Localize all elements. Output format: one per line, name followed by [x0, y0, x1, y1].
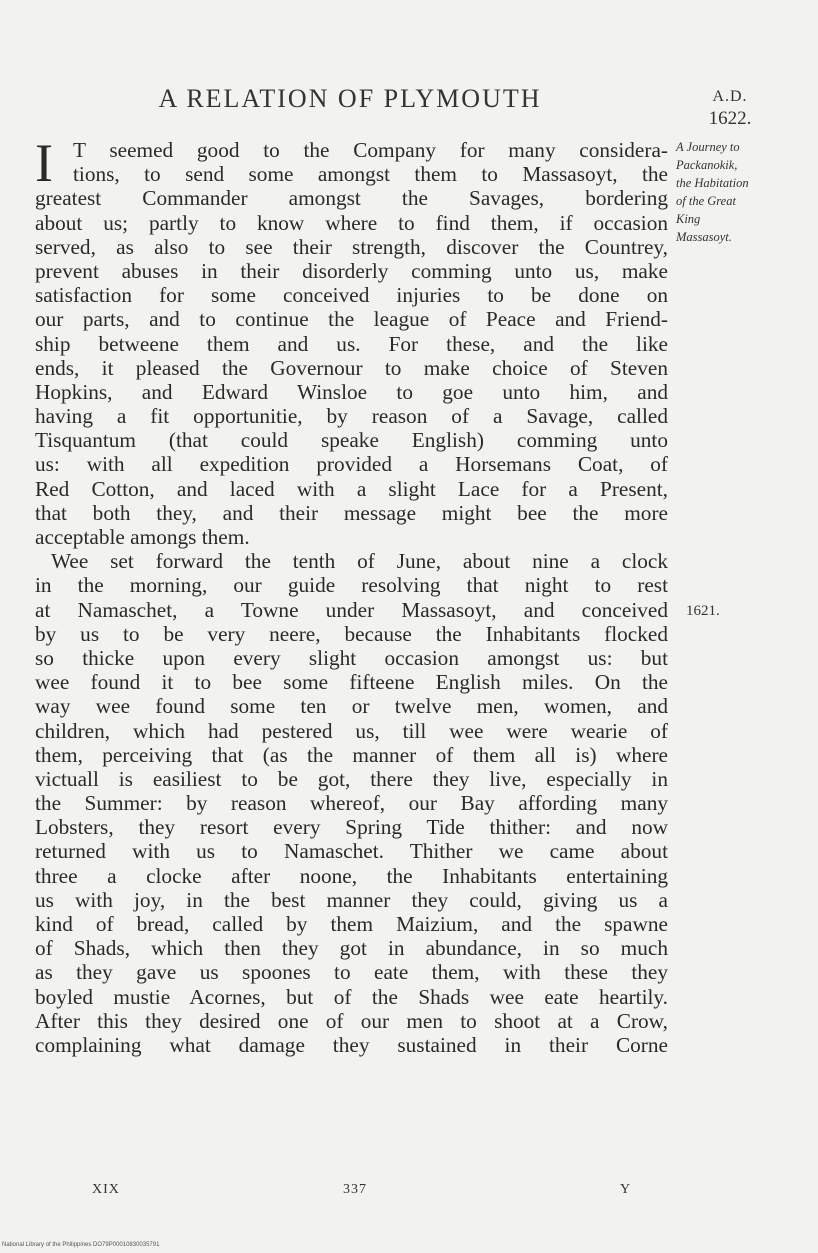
- text-line: served, as also to see their strength, discover the Countrey,: [35, 234, 668, 259]
- text-line: wee found it to bee some fifteene English miles. On the: [35, 670, 668, 695]
- text-line: having a fit opportunitie, by reason of a Savage, called: [35, 404, 668, 429]
- side-note-line: A Journey to: [676, 140, 740, 154]
- library-label: National Library of the Philippines DO79P00010830035791: [2, 1242, 160, 1248]
- text-line: that both they, and their message might bee the more: [35, 500, 668, 525]
- text-line: returned with us to Namaschet. Thither we came about: [35, 839, 668, 864]
- text-line: acceptable amongs them.: [35, 525, 250, 549]
- text-line: the Summer: by reason whereof, our Bay affording many: [35, 791, 668, 816]
- text-line: Hopkins, and Edward Winsloe to goe unto him, and: [35, 379, 668, 404]
- text-line: Red Cotton, and laced with a slight Lace for a Present,: [35, 476, 668, 501]
- text-line: Lobsters, they resort every Spring Tide thither: and now: [35, 815, 668, 840]
- running-head: A RELATION OF PLYMOUTH: [158, 84, 542, 113]
- margin-date-era: A.D.: [712, 88, 748, 105]
- text-line: victuall is easiliest to be got, there they live, especially in: [35, 766, 668, 791]
- text-line: us: with all expedition provided a Horsemans Coat, of: [35, 452, 668, 477]
- text-line: children, which had pestered us, till wee were wearie of: [35, 718, 668, 743]
- side-note-line: Packanokik,: [676, 158, 738, 172]
- text-line: three a clocke after noone, the Inhabitants entertaining: [35, 863, 668, 888]
- text-line: complaining what damage they sustained in their Corne: [35, 1032, 668, 1057]
- text-line: in the morning, our guide resolving that night to rest: [35, 573, 668, 598]
- text-line: of Shads, which then they got in abundance, in so much: [35, 936, 668, 961]
- margin-date: [690, 86, 770, 130]
- side-date: 1621.: [686, 603, 720, 619]
- text-line: them, perceiving that (as the manner of them all is) where: [35, 742, 668, 767]
- page-number: 337: [343, 1182, 367, 1197]
- side-note-line: the Habitation: [676, 176, 749, 190]
- text-line: tions, to send some amongst them to Massasoyt, the: [73, 162, 668, 187]
- text-line: at Namaschet, a Towne under Massasoyt, and conceived: [35, 597, 668, 622]
- text-line: about us; partly to know where to find them, if occasion: [35, 210, 668, 235]
- side-note: [676, 138, 796, 246]
- side-note-line: Massasoyt.: [676, 230, 732, 244]
- text-line: ends, it pleased the Governour to make choice of Steven: [35, 355, 668, 380]
- text-line: ship betweene them and us. For these, and the like: [35, 331, 668, 356]
- text-line: greatest Commander amongst the Savages, bordering: [35, 186, 668, 211]
- drop-cap: I: [35, 133, 53, 193]
- text-line: our parts, and to continue the league of Peace and Friend-: [35, 307, 668, 332]
- text-line: boyled mustie Acornes, but of the Shads wee eate heartily.: [35, 984, 668, 1009]
- signature-mark: XIX: [92, 1182, 120, 1197]
- text-line: by us to be very neere, because the Inhabitants flocked: [35, 621, 668, 646]
- side-note-line: of the Great: [676, 194, 736, 208]
- text-line: so thicke upon every slight occasion amongst us: but: [35, 645, 668, 670]
- text-line: us with joy, in the best manner they could, giving us a: [35, 887, 668, 912]
- text-line: Wee set forward the tenth of June, about nine a clock: [51, 549, 668, 574]
- text-line: kind of bread, called by them Maizium, and the spawne: [35, 912, 668, 936]
- text-line: satisfaction for some conceived injuries to be done on: [35, 283, 668, 308]
- text-line: T seemed good to the Company for many considera-: [73, 138, 668, 162]
- side-note-line: King: [676, 212, 701, 226]
- body-text: [35, 133, 668, 1057]
- text-line: prevent abuses in their disorderly comming unto us, make: [35, 258, 668, 283]
- margin-date-year: 1622.: [708, 108, 752, 129]
- text-line: way wee found some ten or twelve men, women, and: [35, 694, 668, 719]
- text-line: as they gave us spoones to eate them, with these they: [35, 960, 668, 985]
- footer-mark: Y: [620, 1182, 632, 1197]
- text-line: After this they desired one of our men to shoot at a Crow,: [35, 1008, 668, 1033]
- text-line: Tisquantum (that could speake English) comming unto: [35, 428, 668, 453]
